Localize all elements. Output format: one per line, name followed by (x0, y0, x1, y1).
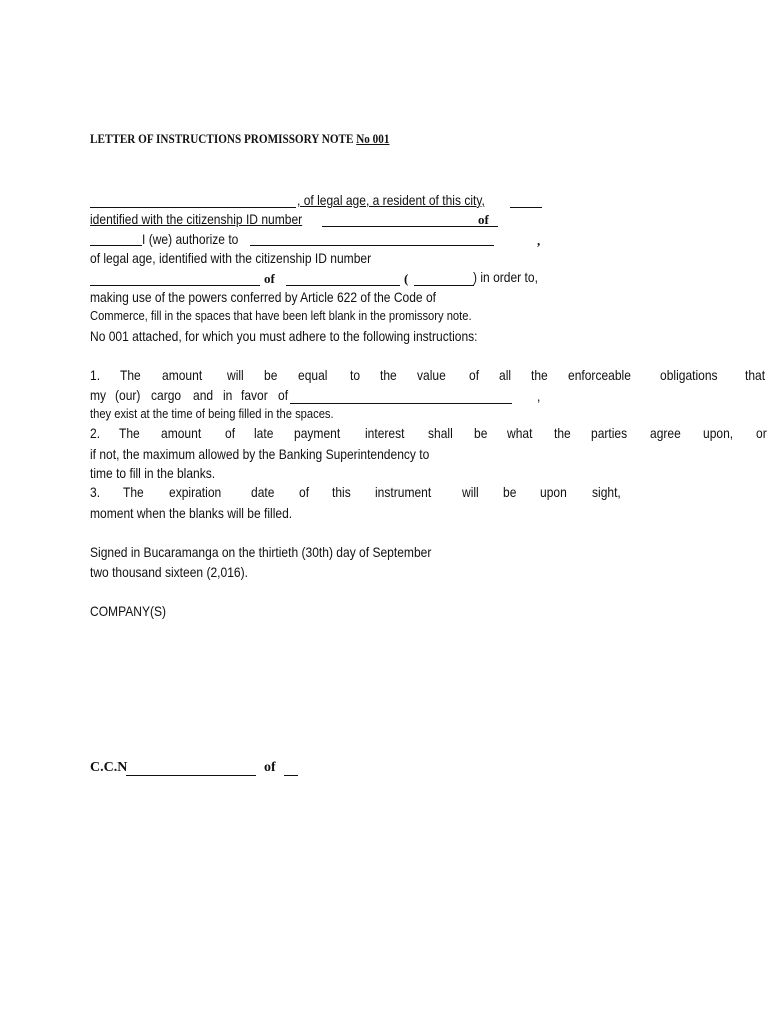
p1-line3: I (we) authorize to (142, 231, 239, 247)
blank-city-1 (90, 245, 142, 246)
p1-line1: , of legal age, a resident of this city, (297, 192, 485, 208)
p1-line8: No 001 attached, for which you must adhere to the following instructions: (90, 328, 478, 344)
p1-line2: identified with the citizenship ID number (90, 211, 303, 227)
blank-authorized-person (250, 245, 494, 246)
open-paren: ( (404, 271, 409, 286)
blank-id-number-1 (322, 226, 498, 227)
blank-name (90, 207, 296, 208)
of-label-2: of (264, 271, 275, 286)
document-title (90, 131, 389, 147)
of-label-1: of (478, 212, 489, 227)
company-label: COMPANY(S) (90, 603, 167, 619)
item1-line3: they exist at the time of being filled in the spaces. (90, 406, 334, 421)
item1-line1: 1. The amount will be equal to the value of all the enforceable obligations that (90, 367, 765, 383)
item1-line2: my (our) cargo and in favor of (90, 387, 289, 403)
p1-line5: ) in order to, (473, 269, 538, 285)
p1-line6: making use of the powers conferred by Article 622 of the Code of (90, 289, 437, 305)
blank-paren (414, 285, 474, 286)
blank-line1-end (510, 207, 542, 208)
title-number: No 001 (356, 131, 390, 146)
ccn-label: C.C.N (90, 760, 128, 775)
blank-ccn (126, 775, 256, 776)
item2-line3: time to fill in the blanks. (90, 465, 216, 481)
title-text: LETTER OF INSTRUCTIONS PROMISSORY NOTE (90, 131, 354, 146)
item2-line1: 2. The amount of late payment interest shall be what the parties agree upon, or (90, 425, 767, 441)
blank-favor-of (290, 403, 512, 404)
blank-ccn-of (284, 775, 298, 776)
blank-id-number-2 (90, 285, 260, 286)
p1-line7: Commerce, fill in the spaces that have been left blank in the promissory note. (90, 308, 472, 323)
item3-line2: moment when the blanks will be filled. (90, 505, 293, 521)
blank-city-2 (286, 285, 400, 286)
comma-1: , (537, 233, 541, 248)
signed-line1: Signed in Bucaramanga on the thirtieth (30th) day of September (90, 544, 432, 560)
p1-line4: of legal age, identified with the citizenship ID number (90, 250, 372, 266)
ccn-of-label: of (264, 760, 276, 775)
item3-line1: 3. The expiration date of this instrument will be upon sight, (90, 484, 622, 500)
comma-2: , (537, 388, 541, 404)
signed-line2: two thousand sixteen (2,016). (90, 564, 248, 580)
item2-line2: if not, the maximum allowed by the Banking Superintendency to (90, 446, 430, 462)
